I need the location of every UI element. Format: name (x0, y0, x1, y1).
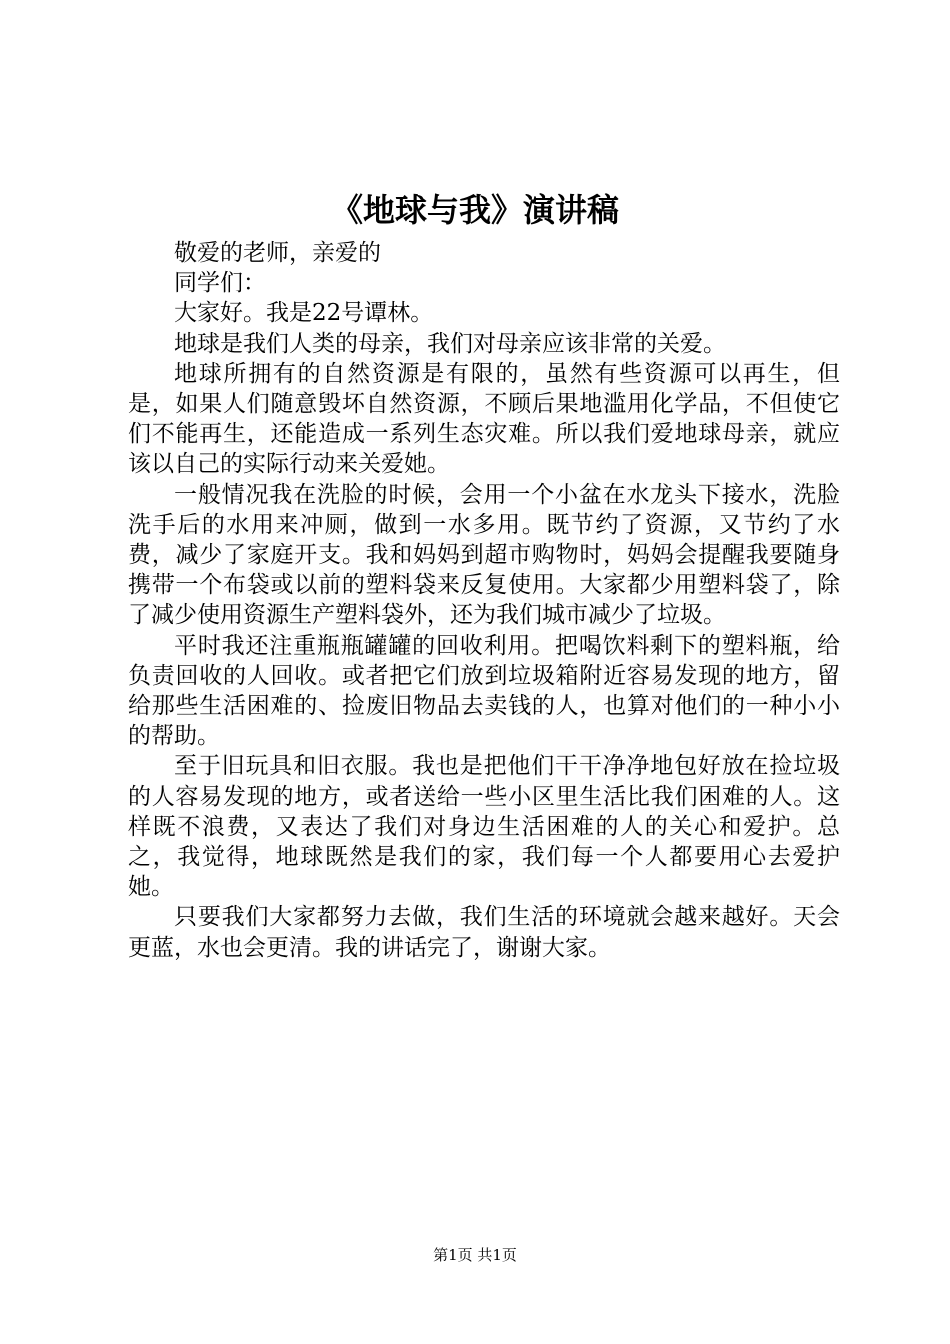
paragraph-5: 至于旧玩具和旧衣服。我也是把他们干干净净地包好放在捡垃圾的人容易发现的地方，或者送给一些小区里生活比我们困难的人。这样既不浪费，又表达了我们对身边生活困难的人的关心和爱护。总之，我觉得，地球既然是我们的家，我们每一个人都要用心去爱护她。 (128, 753, 840, 901)
paragraph-salutation: 敬爱的老师，亲爱的 (174, 240, 381, 266)
page-footer: 第1页 共1页 (433, 1246, 517, 1264)
document-body (128, 238, 840, 963)
paragraph-1: 地球是我们人类的母亲，我们对母亲应该非常的关爱。 (174, 330, 726, 357)
paragraph-greeting: 大家好。我是22号谭林。 (174, 300, 434, 327)
paragraph-3: 一般情况我在洗脸的时候，会用一个小盆在水龙头下接水，洗脸洗手后的水用来冲厕，做到一水多用。既节约了资源，又节约了水费，减少了家庭开支。我和妈妈到超市购物时，妈妈会提醒我要随身携带一个布袋或以前的塑料袋来反复使用。大家都少用塑料袋了，除了减少使用资源生产塑料袋外，还为我们城市减少了垃圾。 (128, 481, 840, 629)
paragraph-salutation-cont: 同学们： (174, 270, 266, 297)
document-title: 《地球与我》演讲稿 (330, 191, 619, 229)
paragraph-4: 平时我还注重瓶瓶罐罐的回收利用。把喝饮料剩下的塑料瓶，给负责回收的人回收。或者把它们放到垃圾箱附近容易发现的地方，留给那些生活困难的、捡废旧物品去卖钱的人，也算对他们的一种小小的帮助。 (128, 632, 840, 750)
paragraph-6: 只要我们大家都努力去做，我们生活的环境就会越来越好。天会更蓝，水也会更清。我的讲话完了，谢谢大家。 (128, 904, 840, 961)
paragraph-2: 地球所拥有的自然资源是有限的，虽然有些资源可以再生，但是，如果人们随意毁坏自然资源，不顾后果地滥用化学品，不但使它们不能再生，还能造成一系列生态灾难。所以我们爱地球母亲，就应该以自己的实际行动来关爱她。 (128, 360, 840, 478)
